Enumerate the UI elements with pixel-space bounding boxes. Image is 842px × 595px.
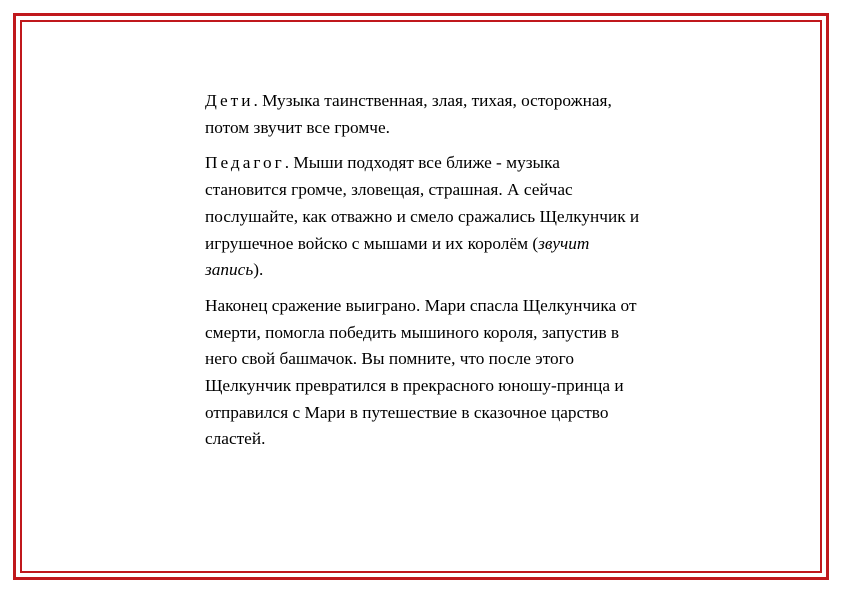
paragraph-children [205, 88, 725, 141]
paragraph-line: ). [253, 260, 264, 280]
paragraph-line: . Мыши подходят все ближе - музыка [284, 153, 560, 173]
paragraph-line: Наконец сражение выиграно. Мари спасла Щелкунчика от [205, 295, 637, 315]
paragraph-teacher [205, 150, 725, 284]
speaker-label-teacher: Педагог [205, 153, 285, 173]
paragraph-conclusion [205, 293, 725, 453]
paragraph-line: становится громче, зловещая, страшная. А сейчас [205, 180, 573, 200]
paragraph-line: сластей. [205, 429, 266, 449]
paragraph-line: . Музыка таинственная, злая, тихая, осторожная, [253, 91, 612, 110]
stage-direction: запись [205, 260, 254, 280]
paragraph-line: игрушечное войско с мышами и их королём ( [205, 233, 539, 253]
paragraph-line: отправился с Мари в путешествие в сказочное царство [205, 402, 609, 422]
stage-direction: звучит [538, 233, 590, 253]
paragraph-line: него свой башмачок. Вы помните, что после этого [205, 349, 574, 369]
speaker-label-children: Дети [205, 91, 254, 110]
paragraph-line: потом звучит все громче. [205, 117, 390, 137]
paragraph-line: послушайте, как отважно и смело сражались Щелкунчик и [205, 206, 640, 226]
document-body [205, 88, 725, 462]
paragraph-line: Щелкунчик превратился в прекрасного юношу-принца и [205, 376, 624, 396]
paragraph-line: смерти, помогла победить мышиного короля, запустив в [205, 322, 620, 342]
